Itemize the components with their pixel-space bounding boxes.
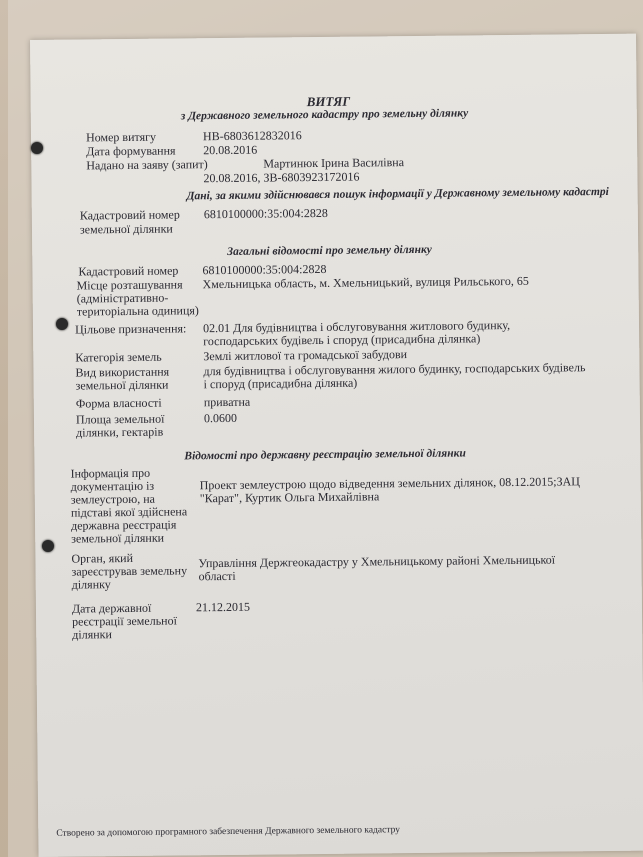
cadastral-number-value: 6810100000:35:004:2828 [202, 261, 327, 278]
cadastral-number-label: Кадастровий номер [78, 263, 179, 279]
purpose-value-1: 02.01 Для будівництва і обслуговування житлового будинку, [202, 317, 511, 336]
request-label: Надано на заяву (запит) [86, 157, 208, 173]
document-title: ВИТЯГ [306, 93, 351, 110]
search-note: Дані, за якими здійснювався пошук інформації у Державному земельному кадастрі [186, 185, 609, 203]
location-label-2: (адміністративно- [76, 290, 169, 306]
ownership-label: Форма власності [75, 395, 162, 411]
location-label-1: Місце розташування [76, 277, 183, 293]
area-label-1: Площа земельної [75, 411, 165, 427]
land-use-label-1: Вид використання [75, 364, 170, 380]
ownership-value: приватна [203, 394, 251, 410]
category-label: Категорія земель [75, 349, 162, 365]
punch-hole-middle [56, 318, 68, 330]
search-cadastral-label-1: Кадастровий номер [79, 207, 180, 223]
registration-section-title: Відомості про державну реєстрацію земельної ділянки [184, 447, 466, 463]
doc-label-1: Інформація про [70, 465, 151, 481]
extract-number-label: Номер витягу [85, 129, 157, 145]
organ-label-3: ділянку [71, 577, 111, 592]
organ-label-2: зареєстрував земельну [71, 563, 188, 579]
area-value: 0.0600 [203, 410, 238, 426]
document-page [30, 34, 643, 857]
area-label-2: ділянки, гектарів [76, 424, 164, 440]
registration-date-label-2: реєстрації земельної [72, 613, 177, 629]
doc-label-2: документацію із [70, 478, 155, 494]
doc-label-6: земельної ділянки [71, 530, 165, 546]
search-cadastral-value: 6810100000:35:004:2828 [203, 205, 328, 222]
registration-date-label-1: Дата державної [71, 600, 152, 616]
doc-value-2: "Карат", Куртик Ольга Михайлівна [199, 489, 380, 506]
document-subtitle: з Державного земельного кадастру про земельну ділянку [180, 107, 469, 123]
land-use-value-2: і споруд (присадибна ділянка) [203, 375, 358, 392]
request-applicant: Мартинюк Ірина Василівна [263, 155, 405, 171]
footer-note: Створено за допомогою програмного забезпечення Державного земельного кадастру [56, 825, 401, 839]
registration-date-label-3: ділянки [72, 627, 112, 642]
search-cadastral-label-2: земельної ділянки [79, 221, 173, 237]
category-value: Землі житлової та громадської забудови [203, 347, 408, 364]
registration-date-value: 21.12.2015 [195, 599, 251, 615]
land-use-label-2: земельної ділянки [75, 377, 169, 393]
general-section-title: Загальні відомості про земельну ділянку [227, 243, 432, 258]
organ-value-2: області [198, 568, 236, 584]
extract-number-value: НВ-6803612832016 [202, 128, 302, 144]
location-label-3: територіальна одиниця) [76, 303, 199, 319]
organ-value-1: Управління Держгеокадастру у Хмельницькому районі Хмельницької [198, 552, 556, 571]
formation-date-value: 20.08.2016 [203, 142, 258, 158]
land-use-value-1: для будівництва і обслуговування жилого будинку, господарських будівель [203, 360, 586, 379]
punch-hole-top [31, 142, 43, 154]
doc-value-1: Проект землеустрою щодо відведення земельних ділянок, 08.12.2015;ЗАЦ [199, 474, 580, 493]
request-date-number: 20.08.2016, ЗВ-6803923172016 [203, 169, 360, 186]
purpose-label: Цільове призначення: [74, 321, 187, 337]
doc-label-3: землеустрою, на [70, 491, 155, 507]
organ-label-1: Орган, який [71, 550, 134, 566]
doc-label-5: державна реєстрація [71, 517, 177, 533]
formation-date-label: Дата формування [86, 143, 176, 159]
doc-label-4: підставі якої здійснена [70, 504, 188, 520]
purpose-value-2: господарських будівель і споруд (присадибна ділянка) [203, 331, 481, 349]
punch-hole-bottom [42, 540, 54, 552]
location-value: Хмельницька область, м. Хмельницький, вулиця Рильського, 65 [202, 273, 529, 292]
